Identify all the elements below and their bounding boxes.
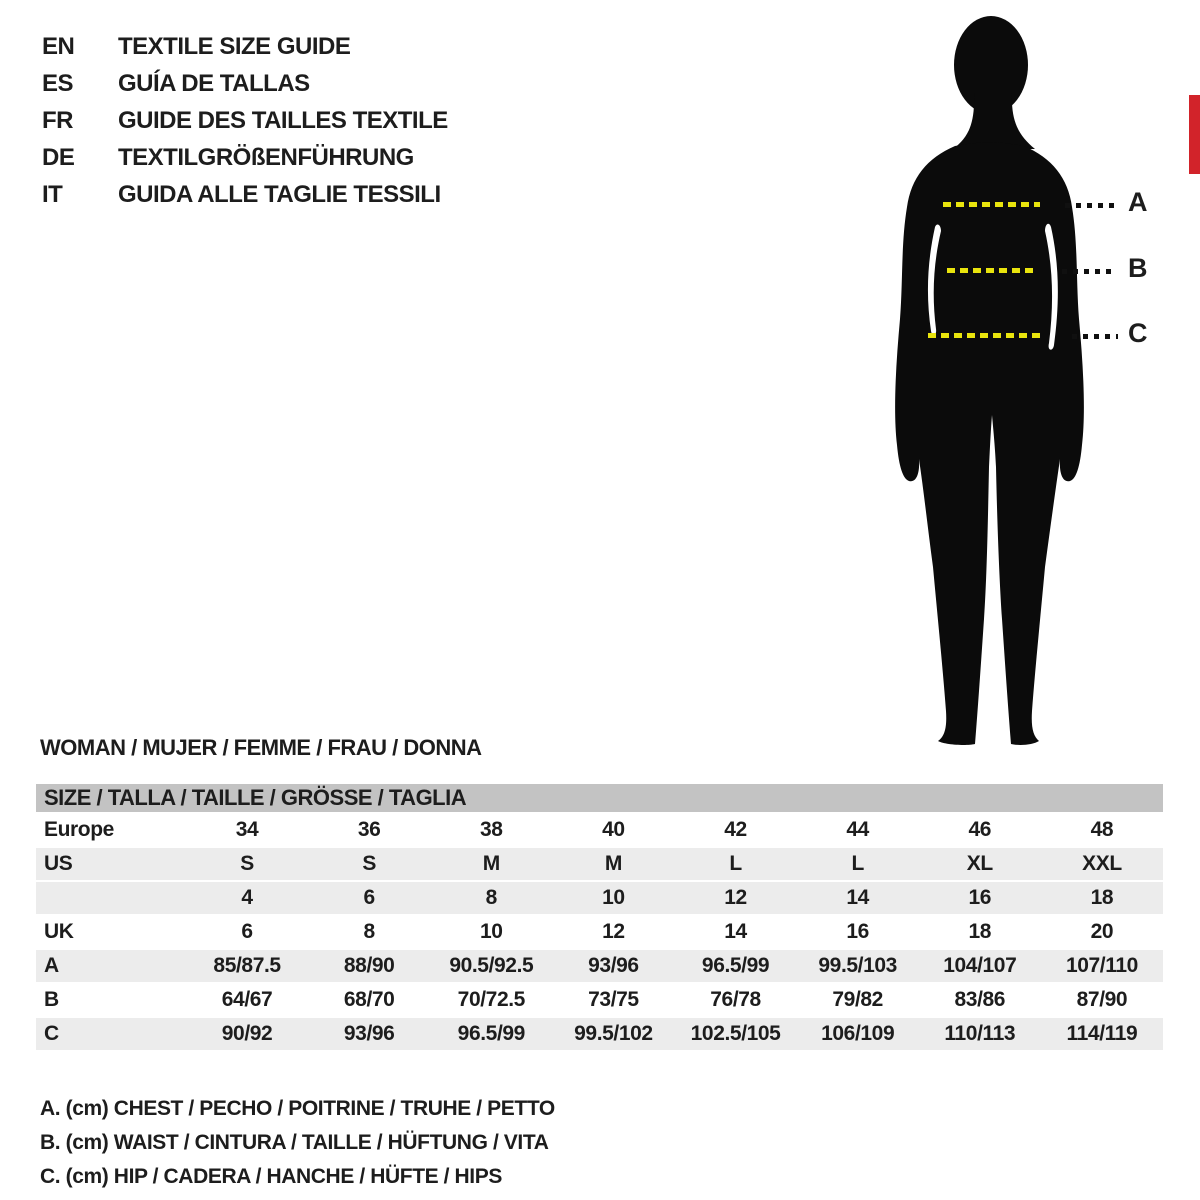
table-cell: 16 [846, 920, 869, 943]
table-cell: 70/72.5 [457, 988, 525, 1011]
table-cell: XL [966, 852, 993, 875]
table-cell: 38 [480, 818, 503, 841]
marker-label-a: A [1128, 187, 1148, 217]
table-cell: 96.5/99 [457, 1022, 525, 1045]
table-cell: L [851, 852, 864, 875]
measure-dash-a [943, 202, 1040, 207]
figure-area [875, 15, 1148, 745]
table-cell: 46 [968, 818, 992, 841]
table-row [36, 814, 1163, 846]
table-cell: 68/70 [343, 988, 395, 1011]
leader-dots-c [1072, 334, 1118, 339]
table-row [36, 950, 1163, 982]
table-cell: 42 [724, 818, 747, 841]
table-cell: 90/92 [221, 1022, 273, 1045]
language-row [42, 139, 448, 176]
table-cell: 48 [1090, 818, 1114, 841]
table-row [36, 848, 1163, 880]
table-cell: 114/119 [1066, 1022, 1138, 1045]
table-cell: 64/67 [221, 988, 273, 1011]
edge-red-mark [1189, 95, 1200, 174]
table-cell: XXL [1082, 852, 1122, 875]
row-label: US [44, 852, 73, 875]
leader-dots-a [1065, 203, 1115, 208]
measure-dash-b [947, 268, 1033, 273]
table-cell: 4 [241, 886, 253, 909]
table-cell: 85/87.5 [213, 954, 281, 977]
table-cell: 14 [724, 920, 747, 943]
row-label: Europe [44, 818, 114, 841]
language-code: IT [42, 180, 63, 208]
legend-line: C. (cm) HIP / CADERA / HANCHE / HÜFTE / HIPS [40, 1165, 502, 1188]
measurement-legend [40, 1092, 555, 1194]
table-cell: 6 [363, 886, 375, 909]
table-row [36, 882, 1163, 914]
table-cell: 93/96 [588, 954, 639, 977]
table-cell: 76/78 [710, 988, 761, 1011]
language-code: DE [42, 143, 75, 171]
table-cell: 104/107 [943, 954, 1017, 977]
language-code: FR [42, 106, 73, 134]
language-row [42, 65, 448, 102]
table-cell: 12 [724, 886, 747, 909]
language-label: TEXTILGRÖßENFÜHRUNG [118, 143, 414, 171]
language-list [42, 28, 448, 213]
table-cell: L [729, 852, 742, 875]
table-cell: 73/75 [588, 988, 639, 1011]
legend-line: A. (cm) CHEST / PECHO / POITRINE / TRUHE / PETTO [40, 1097, 555, 1120]
table-cell: M [482, 852, 500, 875]
table-cell: 8 [363, 920, 375, 943]
row-label: A [44, 954, 59, 977]
language-label: GUIDE DES TAILLES TEXTILE [118, 106, 448, 134]
table-cell: 16 [968, 886, 992, 909]
table-cell: 18 [968, 920, 992, 943]
table-cell: 83/86 [954, 988, 1006, 1011]
language-row [42, 28, 448, 65]
table-cell: 12 [602, 920, 625, 943]
table-cell: 102.5/105 [690, 1022, 781, 1045]
table-cell: 99.5/102 [574, 1022, 653, 1045]
table-cell: 20 [1090, 920, 1114, 943]
language-label: GUIDA ALLE TAGLIE TESSILI [118, 180, 441, 208]
language-code: EN [42, 32, 75, 60]
table-cell: 40 [602, 818, 625, 841]
table-cell: 10 [602, 886, 625, 909]
leader-dots-b [1062, 269, 1112, 274]
language-row [42, 176, 448, 213]
table-cell: 88/90 [343, 954, 395, 977]
table-cell: 110/113 [944, 1022, 1016, 1045]
table-cell: S [240, 852, 254, 875]
row-label: C [44, 1022, 59, 1045]
table-cell: 107/110 [1065, 954, 1138, 977]
table-cell: 79/82 [832, 988, 883, 1011]
table-cell: 8 [485, 886, 497, 909]
table-row [36, 1018, 1163, 1050]
table-cell: S [362, 852, 376, 875]
table-cell: M [604, 852, 622, 875]
legend-line: B. (cm) WAIST / CINTURA / TAILLE / HÜFTUNG / VITA [40, 1131, 549, 1154]
size-table [36, 784, 1163, 1052]
table-row [36, 916, 1163, 948]
table-cell: 44 [846, 818, 869, 841]
measure-dash-c [928, 333, 1041, 338]
table-cell: 96.5/99 [701, 954, 770, 977]
language-code: ES [42, 69, 74, 97]
row-label: B [44, 988, 59, 1011]
table-cell: 18 [1090, 886, 1114, 909]
table-cell: 36 [357, 818, 381, 841]
table-cell: 87/90 [1076, 988, 1128, 1011]
table-header: SIZE / TALLA / TAILLE / GRÖSSE / TAGLIA [36, 784, 1163, 812]
table-row [36, 984, 1163, 1016]
language-label: GUÍA DE TALLAS [118, 69, 310, 97]
table-cell: 14 [846, 886, 869, 909]
woman-silhouette [875, 15, 1115, 745]
marker-label-b: B [1128, 253, 1148, 283]
language-row [42, 102, 448, 139]
table-cell: 90.5/92.5 [449, 954, 534, 977]
table-cell: 99.5/103 [818, 954, 897, 977]
table-cell: 6 [241, 920, 253, 943]
table-cell: 34 [235, 818, 259, 841]
table-cell: 93/96 [343, 1022, 395, 1045]
table-cell: 106/109 [821, 1022, 895, 1045]
row-label: UK [44, 920, 74, 943]
language-label: TEXTILE SIZE GUIDE [118, 32, 351, 60]
marker-label-c: C [1128, 318, 1148, 348]
table-cell: 10 [480, 920, 503, 943]
section-title: WOMAN / MUJER / FEMME / FRAU / DONNA [40, 735, 482, 760]
